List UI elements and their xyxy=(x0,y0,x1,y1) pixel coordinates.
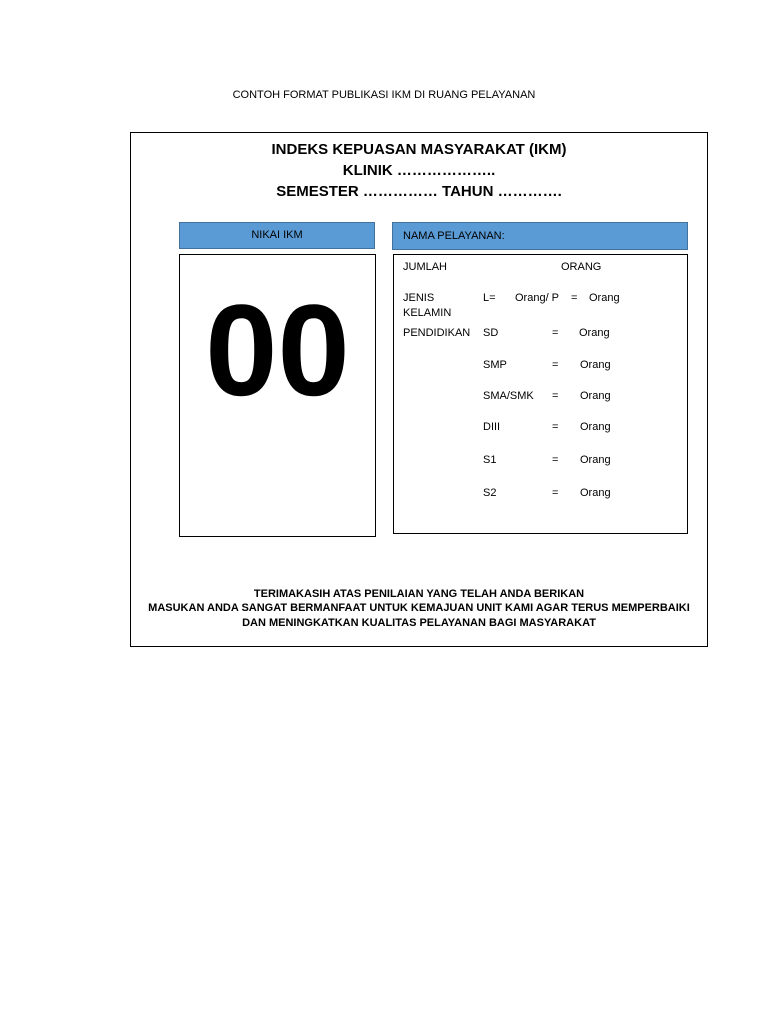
education-equals: = xyxy=(552,454,559,466)
respondent-info-box xyxy=(393,254,688,534)
education-unit: Orang xyxy=(580,390,611,402)
gender-male: L= xyxy=(483,292,496,304)
gender-orang-p: Orang/ P xyxy=(515,292,560,304)
service-name-header: NAMA PELAYANAN: xyxy=(392,222,688,250)
gender-label-line1: JENIS xyxy=(403,292,435,304)
gender-equals: = xyxy=(571,292,578,304)
gender-label-line2: KELAMIN xyxy=(403,307,452,319)
title-ikm: INDEKS KEPUASAN MASYARAKAT (IKM) xyxy=(271,141,567,158)
education-equals: = xyxy=(552,421,559,433)
education-unit: Orang xyxy=(580,454,611,466)
education-level: SMA/SMK xyxy=(483,390,534,402)
education-unit: Orang xyxy=(580,421,611,433)
footer-line-2: MASUKAN ANDA SANGAT BERMANFAAT UNTUK KEMAJUAN UNIT KAMI AGAR TERUS MEMPERBAIKI xyxy=(148,602,690,614)
jumlah-unit: ORANG xyxy=(561,261,602,273)
education-level: SMP xyxy=(483,359,507,371)
jumlah-label: JUMLAH xyxy=(403,261,448,273)
education-level: S2 xyxy=(483,487,497,499)
title-klinik: KLINIK ……………….. xyxy=(342,162,496,179)
education-label: PENDIDIKAN xyxy=(403,327,471,339)
education-unit: Orang xyxy=(579,327,610,339)
education-equals: = xyxy=(552,359,559,371)
footer-line-1: TERIMAKASIH ATAS PENILAIAN YANG TELAH ANDA BERIKAN xyxy=(253,588,585,600)
score-header: NIKAI IKM xyxy=(179,222,375,249)
score-box xyxy=(179,254,376,537)
education-equals: = xyxy=(552,327,559,339)
ikm-publication-frame xyxy=(130,132,708,647)
education-unit: Orang xyxy=(580,359,611,371)
education-equals: = xyxy=(552,390,559,402)
education-level: DIII xyxy=(483,421,501,433)
gender-orang: Orang xyxy=(589,292,620,304)
education-level: S1 xyxy=(483,454,497,466)
footer-line-3: DAN MENINGKATKAN KUALITAS PELAYANAN BAGI MASYARAKAT xyxy=(242,617,596,629)
ikm-score-value: 00 xyxy=(205,277,350,423)
title-semester-tahun: SEMESTER …………… TAHUN …………. xyxy=(276,183,562,200)
page-caption: CONTOH FORMAT PUBLIKASI IKM DI RUANG PELAYANAN xyxy=(232,89,536,101)
education-unit: Orang xyxy=(580,487,611,499)
education-level: SD xyxy=(483,327,499,339)
education-equals: = xyxy=(552,487,559,499)
